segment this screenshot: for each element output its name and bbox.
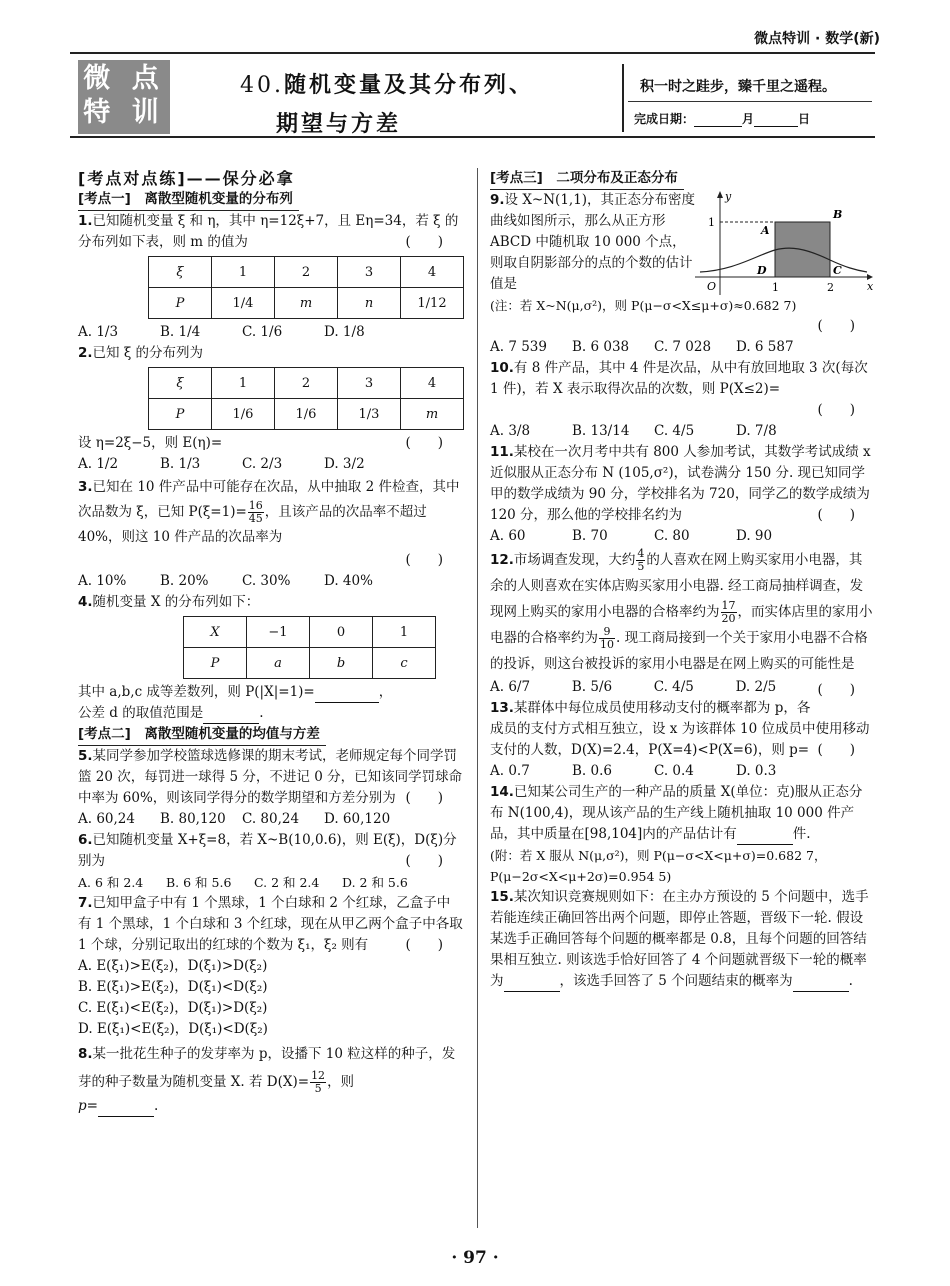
option[interactable]: A. 6/7: [490, 679, 531, 695]
answer-blank[interactable]: [203, 709, 259, 724]
question-2: 2.已知 ξ 的分布列为: [78, 345, 204, 361]
option[interactable]: D. E(ξ₁)<E(ξ₂)，D(ξ₁)<D(ξ₂): [78, 1021, 268, 1037]
question-7: 7.已知甲盒子中有 1 个黑球，1 个白球和 2 个红球，乙盒子中有 1 个黑球，1 个白球和 3 个红球，现在从甲乙两个盒子中各取 1 个球，分别记取出的红球的个数为 ξ₁，ξ₂ 则有 ( ): [78, 893, 463, 956]
date-label: 完成日期：: [634, 112, 695, 126]
section-3-title: [考点三] 二项分布及正态分布: [490, 168, 684, 190]
option[interactable]: C. 7 028: [654, 339, 712, 355]
denominator: 20: [721, 612, 736, 625]
answer-paren: ( ): [405, 234, 443, 250]
question-6: 6.已知随机变量 X+ξ=8，若 X~B(10,0.6)，则 E(ξ)，D(ξ)分别为 ( ): [78, 830, 463, 872]
q2-text: 已知 ξ 的分布列为: [92, 345, 204, 361]
option[interactable]: B. 6 038: [572, 339, 630, 355]
q6-text: 已知随机变量 X+ξ=8，若 X~B(10,0.6)，则 E(ξ)，D(ξ)分别为: [78, 832, 457, 869]
month-label: 月: [742, 112, 755, 126]
tick-2: 2: [827, 281, 834, 294]
numerator: 9: [599, 626, 615, 639]
answer-paren: ( ): [405, 790, 443, 806]
answer-paren: ( ): [405, 853, 443, 869]
q12-fraction-1: [636, 548, 645, 573]
badge-line2: 特 训: [83, 97, 165, 128]
q3-options: [78, 571, 463, 592]
answer-paren: ( ): [817, 507, 855, 523]
label-C: C: [833, 264, 842, 277]
q8-text-b: ，则: [327, 1074, 355, 1090]
question-14: 14.已知某公司生产的一种产品的质量 X(单位：克)服从正态分布 N(100,4)，现从该产品的生产线上随机抽取 10 000 件产品，其中质量在[98,104]内的产品估计有 件.: [490, 782, 875, 845]
option[interactable]: A. 1/3: [78, 324, 119, 340]
option[interactable]: A. 60: [490, 528, 526, 544]
option[interactable]: D. 40%: [324, 573, 373, 589]
q1-text: 已知随机变量 ξ 和 η，其中 η=12ξ+7，且 Eη=34，若 ξ 的分布列如下表，则 m 的值为: [78, 213, 459, 250]
y-axis-arrow: [717, 191, 723, 198]
q7-options: [78, 956, 463, 1040]
column-divider: [477, 168, 478, 1228]
cell: −1: [247, 617, 310, 648]
q15-text: 某次知识竞赛规则如下：在主办方预设的 5 个问题中，选手若能连续正确回答出两个问题，即停止答题，晋级下一轮. 假设某选手正确回答每个问题的概率都是 0.8，且每个问题的回答结果相互独立. 则该选手恰好回答了 4 个问题就晋级下一轮的概率为: [490, 889, 869, 989]
option[interactable]: C. 4/5: [653, 679, 694, 695]
q13-text: 某群体中每位成员使用移动支付的概率都为 p，各成员的支付方式相互独立，设 x 为该群体 10 位成员中使用移动支付的人数，D(X)=2.4，P(X=4)<P(X=6)，则 p=: [490, 700, 870, 758]
q9-note: (注：若 X~N(μ,σ²)，则 P(μ−σ<X≤μ+σ)≈0.682 7): [490, 298, 797, 313]
option[interactable]: C. 80,24: [242, 811, 300, 827]
cell: 4: [401, 368, 464, 399]
option[interactable]: D. 60,120: [324, 811, 391, 827]
cell: 1/12: [401, 288, 464, 319]
title-line1: 随机变量及其分布列、: [284, 72, 535, 98]
answer-blank[interactable]: [98, 1102, 154, 1117]
numerator: 12: [311, 1069, 326, 1082]
page-number: · 97 ·: [451, 1248, 499, 1268]
option[interactable]: D. 6 587: [736, 339, 794, 355]
question-12: 12.市场调查发现，大约 $\frac{4}{5}$ 的人喜欢在网上购买家用小电器，其余的人则喜欢在实体店购买家用小电器. 经工商局抽样调查，发现网上购买的家用小电器的合格率约为 $\frac{17}{20}$ ，而实体店里的家用小电器的合格率约为 $\frac{9}{10}$ . 现工商局接到一个关于家用小电器不合格的投诉，则这台被投诉的家用小电器是在网上购买的可能性是 ( ): [490, 547, 875, 677]
cell: c: [373, 648, 436, 679]
q5-text: 某同学参加学校篮球选修课的期末考试，老师规定每个同学罚篮 20 次，每罚进一球得 5 分，不进记 0 分，已知该同学罚球命中率为 60%，则该同学得分的数学期望和方差分别为: [78, 748, 463, 806]
q15-text-b: ，该选手回答了 5 个问题结束的概率为: [559, 973, 793, 989]
answer-paren: ( ): [817, 402, 855, 418]
q2-options: [78, 454, 463, 475]
section-1-title: [考点一] 离散型随机变量的分布列: [78, 189, 299, 211]
question-3: 3.已知在 10 件产品中可能存在次品，从中抽取 2 件检查，其中次品数为 ξ，已知 P(ξ=1)= $\frac{16}{45}$ ，且该产品的次品率不超过 40%，则这 10 件产品的次品率为: [78, 479, 460, 545]
q1-table: [148, 256, 464, 319]
q12-options: [490, 677, 817, 698]
denominator: 10: [600, 638, 614, 651]
option[interactable]: A. 1/2: [78, 456, 119, 472]
cell: X: [184, 617, 247, 648]
right-column: [490, 168, 875, 992]
option[interactable]: C. 2 和 2.4: [254, 875, 320, 890]
cell: 3: [338, 368, 401, 399]
label-A: A: [761, 224, 770, 237]
option[interactable]: C. 4/5: [654, 423, 695, 439]
cell: 1: [212, 257, 275, 288]
tick-1: 1: [772, 281, 779, 294]
question-8: 8.某一批花生种子的发芽率为 p，设播下 10 粒这样的种子，发芽的种子数量为随机变量 X. 若 D(X)= $\frac{12}{5}$ ，则: [78, 1046, 456, 1095]
option[interactable]: D. 90: [736, 528, 773, 544]
q10-text: 有 8 件产品，其中 4 件是次品，从中有放回地取 3 次(每次 1 件)，若 X 表示取得次品的次数，则 P(X≤2)=: [490, 360, 868, 397]
option[interactable]: D. 2/5: [735, 679, 777, 695]
completion-date: [634, 110, 810, 127]
q8-fraction: [310, 1070, 326, 1095]
motto-divider: [628, 101, 872, 102]
cell: P: [149, 399, 212, 430]
cell: 3: [338, 257, 401, 288]
cell: 1: [373, 617, 436, 648]
answer-paren: ( ): [817, 318, 855, 334]
q3-text-a: 已知在 10 件产品中可能存在次品，从中抽取 2 件检查，其中次品数为 ξ，已知 P(ξ=1)=: [78, 479, 460, 520]
badge: [78, 60, 170, 134]
normal-distribution-figure: [695, 190, 875, 300]
label-y: y: [725, 190, 732, 203]
cell: 1: [212, 368, 275, 399]
option[interactable]: A. 3/8: [490, 423, 531, 439]
q2-table: [148, 367, 464, 430]
option[interactable]: A. 60,24: [78, 811, 135, 827]
q12-fraction-2: [721, 600, 737, 625]
option[interactable]: B. 1/4: [160, 324, 201, 340]
answer-paren: ( ): [405, 552, 443, 568]
answer-paren: ( ): [405, 435, 443, 451]
q12-fraction-3: [599, 626, 615, 651]
cell: ξ: [149, 257, 212, 288]
cell: 1/6: [212, 399, 275, 430]
q1-options: [78, 322, 463, 343]
day-label: 日: [798, 112, 811, 126]
title-line2: 期望与方差: [276, 111, 402, 137]
denominator: 5: [637, 560, 645, 573]
question-10: 10.有 8 件产品，其中 4 件是次品，从中有放回地取 3 次(每次 1 件)，若 X 表示取得次品的次数，则 P(X≤2)=: [490, 360, 868, 397]
cell: 1/4: [212, 288, 275, 319]
numerator: 4: [637, 547, 645, 560]
cell: m: [275, 288, 338, 319]
cell: ξ: [149, 368, 212, 399]
q14-note: (附：若 X 服从 N(μ,σ²)，则 P(μ−σ<X<μ+σ)=0.682 7，P(μ−2σ<X<μ+2σ)=0.954 5): [490, 848, 827, 884]
title-number: 40.: [240, 73, 284, 98]
cell: n: [338, 288, 401, 319]
question-9: y x O A B C D 1 2 1 9.设 X~N(1,1)，其正态分布密度曲线如图所示，那么从正方形 ABCD 中随机取 10 000 个点，则取自阴影部分的点的个数的估计值是: [490, 190, 875, 295]
question-1: 1.已知随机变量 ξ 和 η，其中 η=12ξ+7，且 Eη=34，若 ξ 的分布列如下表，则 m 的值为 ( ): [78, 211, 463, 253]
cell: 2: [275, 257, 338, 288]
answer-blank[interactable]: [793, 977, 849, 992]
q15-end: .: [848, 973, 853, 989]
series-title: 微点特训 · 数学(新): [754, 31, 880, 47]
q4-text2a: 其中 a,b,c 成等差数列，则 P(|X|=1)=: [78, 684, 315, 700]
q7-text: 已知甲盒子中有 1 个黑球，1 个白球和 2 个红球，乙盒子中有 1 个黑球，1 个白球和 3 个红球，现在从甲乙两个盒子中各取 1 个球，分别记取出的红球的个数为 ξ₁，ξ₂ 则有: [78, 895, 463, 953]
option[interactable]: C. E(ξ₁)<E(ξ₂)，D(ξ₁)>D(ξ₂): [78, 1000, 268, 1016]
option[interactable]: B. 70: [572, 528, 608, 544]
motto: 积一时之跬步，臻千里之遥程。: [640, 79, 836, 95]
lesson-title: [240, 66, 534, 143]
q10-options: [490, 421, 875, 442]
q12-text-b: 的人喜欢在网上购买家用小电器，其余的人则喜欢在实体店购买家用小电器. 经工商局抽样调查，发现网上购买的家用小电器的合格率约为: [490, 552, 864, 620]
question-13: 13.某群体中每位成员使用移动支付的概率都为 p，各成员的支付方式相互独立，设 x 为该群体 10 位成员中使用移动支付的人数，D(X)=2.4，P(X=4)<P(X=6)，则 p= ( ): [490, 698, 875, 761]
option[interactable]: C. 0.4: [654, 763, 694, 779]
question-4: 4.随机变量 X 的分布列如下：: [78, 594, 260, 610]
option[interactable]: D. 2 和 5.6: [342, 875, 408, 890]
question-5: 5.某同学参加学校篮球选修课的期末考试，老师规定每个同学罚篮 20 次，每罚进一球得 5 分，不进记 0 分，已知该同学罚球命中率为 60%，则该同学得分的数学期望和方差分别为 ( ): [78, 746, 463, 809]
option[interactable]: B. E(ξ₁)>E(ξ₂)，D(ξ₁)<D(ξ₂): [78, 979, 268, 995]
cell: 4: [401, 257, 464, 288]
answer-blank[interactable]: [315, 688, 379, 703]
option[interactable]: D. 0.3: [736, 763, 777, 779]
numerator: 17: [721, 599, 736, 612]
cell: a: [247, 648, 310, 679]
q9-text: 设 X~N(1,1)，其正态分布密度曲线如图所示，那么从正方形 ABCD 中随机取 10 000 个点，则取自阴影部分的点的个数的估计值是: [490, 192, 696, 292]
header-rule-bottom: [70, 136, 875, 138]
q12-text-d: . 现工商局接到一个关于家用小电器不合格的投诉，则这台被投诉的家用小电器是在网上购买的可能性是: [490, 630, 868, 672]
q2-text2: 设 η=2ξ−5，则 E(η)=: [78, 435, 223, 451]
answer-paren: ( ): [817, 682, 855, 698]
answer-blank[interactable]: [504, 977, 560, 992]
q6-options: [78, 872, 463, 893]
main-section-title: [考点对点练]——保分必拿: [78, 169, 295, 188]
section-2-title: [考点二] 离散型随机变量的均值与方差: [78, 724, 326, 746]
numerator: 16: [248, 499, 263, 512]
tick-y1: 1: [708, 216, 715, 229]
option[interactable]: C. 80: [654, 528, 690, 544]
option[interactable]: B. 5/6: [571, 679, 613, 695]
q13-options: [490, 761, 875, 782]
option[interactable]: C. 1/6: [242, 324, 283, 340]
label-B: B: [833, 208, 843, 221]
cell: b: [310, 648, 373, 679]
cell: 2: [275, 368, 338, 399]
option[interactable]: A. 7 539: [490, 339, 547, 355]
cell: m: [401, 399, 464, 430]
q12-text-a: 市场调查发现，大约: [513, 552, 636, 568]
q3-fraction: [248, 500, 264, 525]
left-column: [考点对点练]——保分必拿 [考点一] 离散型随机变量的分布列 1.已知随机变量 ξ 和 η，其中 η=12ξ+7，且 Eη=34，若 ξ 的分布列如下表，则 m 的值为 ( ) ξ 1 2 3 4 P 1/4 m n 1/12 A. 1/3 B. 1/4 C. 1/6 D. 1/8 2.已知 ξ 的分布列为 ξ 1 2 3 4 P 1/6 1/6 1/3 m 设 η=2ξ−5，则 E(η)= ( ) A. 1/2 B. 1/3 C. 2/3 D. 3/2 3.已知在 10 件产品中可能存在次品，从中抽取 2 件检查，其中次品数为 ξ，已知 P(ξ=1)= $\frac{16}{45}$ ，且该产品的次品率不超过 40%，则这 10 件产品的次品率为 ( ) A. 10% B. 20% C. 30% D. 40% 4.随机变量 X 的分布列如下： X −1 0 1 P a b c 其中 a,b,c 成等差数列，则 P(|X|=1)= ， 公差 d 的取值范围是 . [考点二] 离散型随机变量的均值与方差 5.某同学参加学校篮球选修课的期末考试，老师规定每个同学罚篮 20 次，每罚进一球得 5 分，不进记 0 分，已知该同学罚球命中率为 60%，则该同学得分的数学期望和方差分别为 ( ) A. 60,24 B. 80,120 C. 80,24 D. 60,120 6.已知随机变量 X+ξ=8，若 X~B(10,0.6)，则 E(ξ)，D(ξ)分别为 ( ) A. 6 和 2.4 B. 6 和 5.6 C. 2 和 2.4 D. 2 和 5.6 7.已知甲盒子中有 1 个黑球，1 个白球和 2 个红球，乙盒子中有 1 个黑球，1 个白球和 3 个红球，现在从甲乙两个盒子中各取 1 个球，分别记取出的红球的个数为 ξ₁，ξ₂ 则有 ( ) A. E(ξ₁)>E(ξ₂)，D(ξ₁)>D(ξ₂) B. E(ξ₁)>E(ξ₂)，D(ξ₁)<D(ξ₂) C. E(ξ₁)<E(ξ₂)，D(ξ₁)>D(ξ₂) D. E(ξ₁)<E(ξ₂)，D(ξ₁)<D(ξ₂) 8.某一批花生种子的发芽率为 p，设播下 10 粒这样的种子，发芽的种子数量为随机变量 X. 若 D(X)= $\frac{12}{5}$ ，则 p= .: [78, 168, 463, 1117]
answer-blank[interactable]: [737, 830, 793, 845]
option[interactable]: A. 0.7: [490, 763, 530, 779]
question-11: 11.某校在一次月考中共有 800 人参加考试，其数学考试成绩 x 近似服从正态分布 N (105,σ²)，试卷满分 150 分. 现已知同学甲的数学成绩为 90 分，学校排名为 720，同学乙的数学成绩为 120 分，那么他的学校排名约为 ( ): [490, 442, 875, 526]
option[interactable]: C. 30%: [242, 573, 291, 589]
option[interactable]: A. E(ξ₁)>E(ξ₂)，D(ξ₁)>D(ξ₂): [78, 958, 268, 974]
cell: P: [149, 288, 212, 319]
option[interactable]: D. 3/2: [324, 456, 365, 472]
q14-text: 已知某公司生产的一种产品的质量 X(单位：克)服从正态分布 N(100,4)，现从该产品的生产线上随机抽取 10 000 件产品，其中质量在[98,104]内的产品估计有: [490, 784, 863, 842]
option[interactable]: B. 0.6: [572, 763, 612, 779]
label-O: O: [707, 280, 717, 293]
header-rule-top: [70, 52, 875, 54]
option[interactable]: B. 13/14: [572, 423, 630, 439]
cell: P: [184, 648, 247, 679]
q4-table: [183, 616, 436, 679]
q11-options: [490, 526, 875, 547]
q9-options: [490, 337, 875, 358]
cell: 0: [310, 617, 373, 648]
q14-unit: 件.: [792, 826, 811, 842]
option[interactable]: B. 80,120: [160, 811, 226, 827]
q4-text: 随机变量 X 的分布列如下：: [92, 594, 260, 610]
option[interactable]: A. 6 和 2.4: [78, 875, 144, 890]
q5-options: [78, 809, 463, 830]
denominator: 45: [248, 512, 263, 525]
answer-paren: ( ): [817, 742, 855, 758]
option[interactable]: C. 2/3: [242, 456, 283, 472]
q12-text-c: ，而实体店里的家用小电器的合格率约为: [490, 604, 873, 646]
label-D: D: [757, 264, 767, 277]
option[interactable]: B. 6 和 5.6: [166, 875, 232, 890]
option[interactable]: B. 20%: [160, 573, 209, 589]
badge-line1: 微 点: [83, 63, 165, 94]
option[interactable]: D. 7/8: [736, 423, 777, 439]
q4-text2b: 公差 d 的取值范围是: [78, 705, 204, 721]
denominator: 5: [314, 1082, 322, 1095]
answer-paren: ( ): [405, 937, 443, 953]
q11-text: 某校在一次月考中共有 800 人参加考试，其数学考试成绩 x 近似服从正态分布 N (105,σ²)，试卷满分 150 分. 现已知同学甲的数学成绩为 90 分，学校排名为 720，同学乙的数学成绩为 120 分，那么他的学校排名约为: [490, 444, 871, 523]
option[interactable]: A. 10%: [78, 573, 127, 589]
cell: 1/3: [338, 399, 401, 430]
question-15: 15.某次知识竞赛规则如下：在主办方预设的 5 个问题中，选手若能连续正确回答出两个问题，即停止答题，晋级下一轮. 假设某选手正确回答每个问题的概率都是 0.8，且每个问题的回答结果相互独立. 则该选手恰好回答了 4 个问题就晋级下一轮的概率为 ，该选手回答了 5 个问题结束的概率为 .: [490, 887, 875, 992]
q8-text-c: p=: [78, 1098, 98, 1114]
option[interactable]: D. 1/8: [324, 324, 365, 340]
q8-text-a: 某一批花生种子的发芽率为 p，设播下 10 粒这样的种子，发芽的种子数量为随机变量 X. 若 D(X)=: [78, 1046, 456, 1090]
label-x: x: [867, 280, 874, 293]
cell: 1/6: [275, 399, 338, 430]
option[interactable]: B. 1/3: [160, 456, 201, 472]
q3-text-b: ，且该产品的次品率不超过 40%，则这 10 件产品的次品率为: [78, 504, 427, 545]
